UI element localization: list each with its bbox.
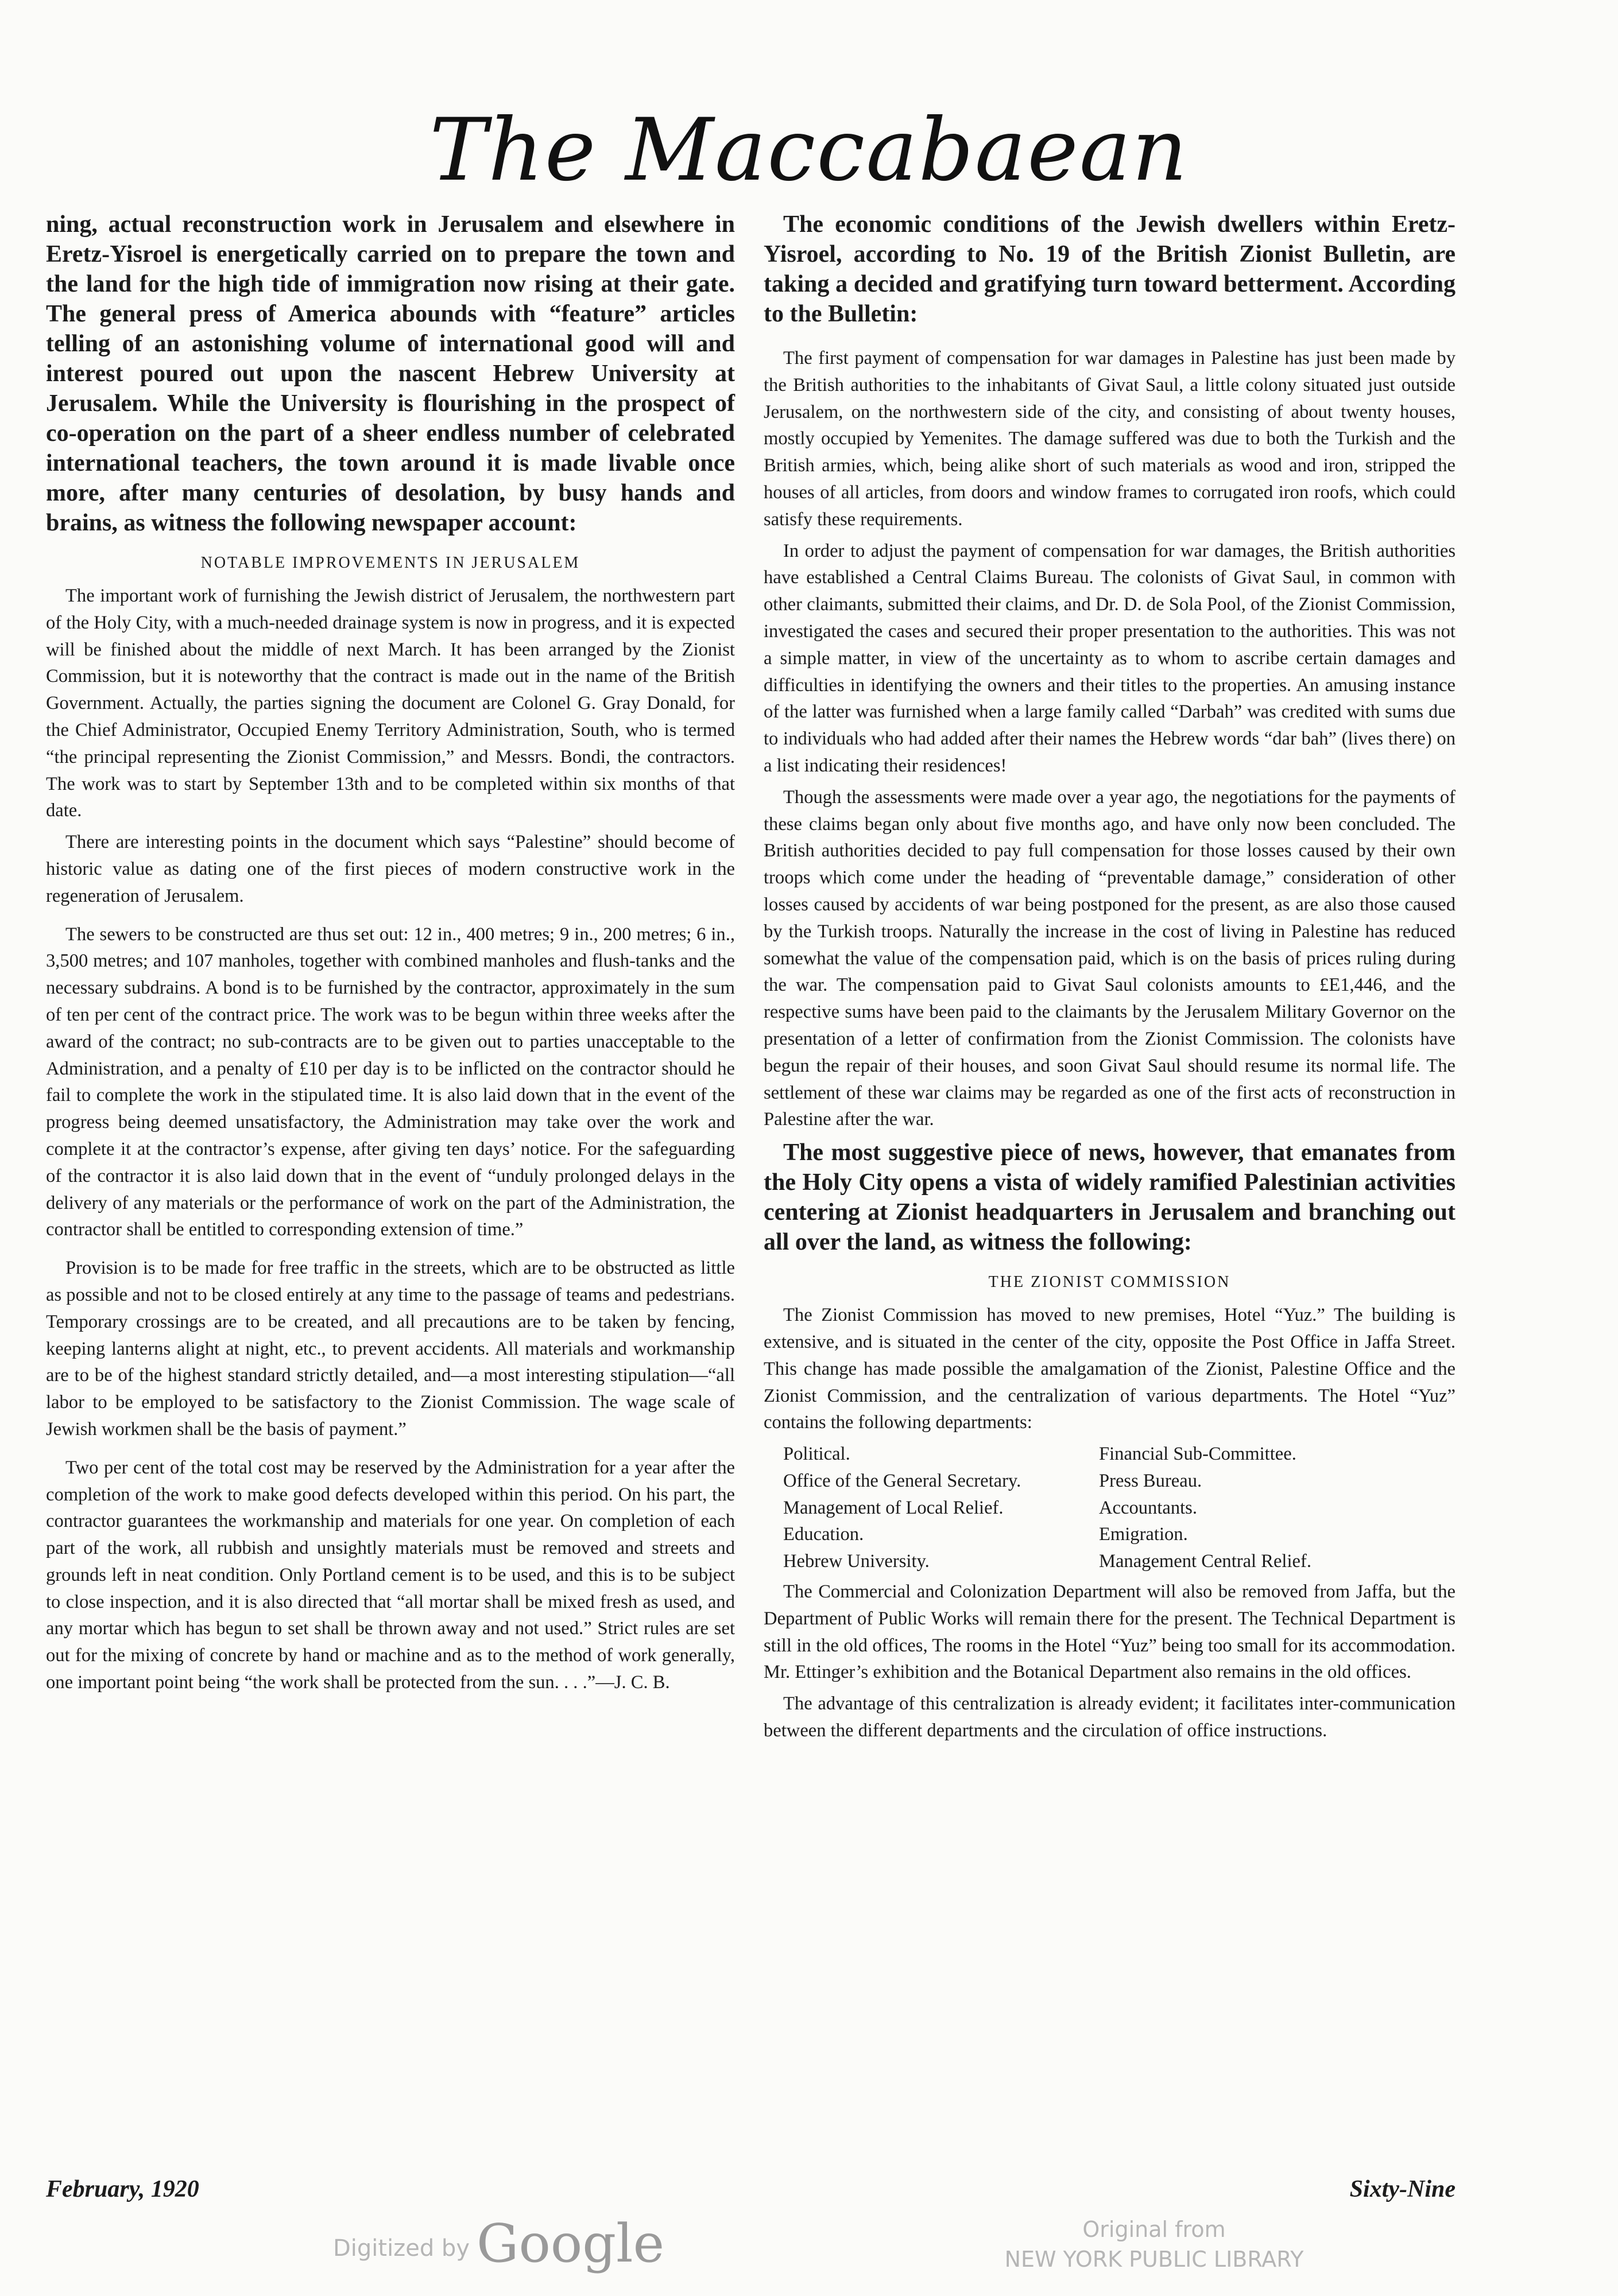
left-intro: ning, actual reconstruction work in Jerusalem and elsewhere in Eretz-Yisroel is energetically carried on to prepare the town and the land for the high tide of immigration now rising at their gate. The general press of America abounds with “feature” articles telling of an astonishing volume of international good will and interest poured out upon the nascent Hebrew University at Jerusalem. While the University is flourishing in the prospect of co-operation on the part of a sheer endless number of celebrated international teachers, the town around it is made livable once more, after many centuries of desolation, by busy hands and brains, as witness the following newspaper account: bbox=[46, 211, 735, 536]
body-paragraph: The Zionist Commission has moved to new premises, Hotel “Yuz.” The building is extensive, and is situated in the center of the city, opposite the Post Office in Jaffa Street. This change has made possible the amalgamation of the Zionist, Palestine Office and the Zionist Commission, and the centralization of various departments. The Hotel “Yuz” contains the following departments: bbox=[764, 1305, 1456, 1433]
body-paragraph: The important work of furnishing the Jewish district of Jerusalem, the northwestern part of the Holy City, with a much-needed drainage system is now in progress, and it is expected will be finished about the middle of next March. It has been arranged by the Zionist Commission, but it is noteworthy that the contract is made out in the name of the British Government. Actually, the parties signing the document are Colonel G. Gray Donald, for the Chief Administrator, Occupied Enemy Territory Administration, South, who is termed “the principal representing the Zionist Commission,” and Messrs. Bondi, the contractors. The work was to start by September 13th and to be completed within six months of that date. bbox=[46, 585, 735, 821]
departments-table bbox=[783, 1441, 1415, 1575]
body-paragraph: The Commercial and Colonization Department will also be removed from Jaffa, but the Department of Public Works will remain there for the present. The Technical Department is still in the old offices, The rooms in the Hotel “Yuz” being too small for its accommodation. Mr. Ettinger’s exhibition and the Botanical Department also remains in the old offices. bbox=[764, 1581, 1456, 1683]
department-item: Financial Sub-Committee. bbox=[1099, 1444, 1296, 1465]
right-column bbox=[764, 210, 1456, 1749]
google-logo: Google bbox=[477, 2213, 665, 2274]
table-row bbox=[783, 1495, 1415, 1522]
digitized-by-label: Digitized by bbox=[333, 2235, 470, 2262]
table-row bbox=[783, 1521, 1415, 1548]
table-row bbox=[783, 1468, 1415, 1495]
department-item: Management of Local Relief. bbox=[783, 1497, 1004, 1518]
library-name: NEW YORK PUBLIC LIBRARY bbox=[1004, 2247, 1304, 2272]
left-column bbox=[46, 210, 735, 1701]
department-item: Political. bbox=[783, 1444, 850, 1465]
department-item: Management Central Relief. bbox=[1099, 1551, 1311, 1572]
department-item: Press Bureau. bbox=[1099, 1470, 1202, 1491]
digitized-by-watermark bbox=[333, 2213, 664, 2274]
department-item: Office of the General Secretary. bbox=[783, 1470, 1021, 1491]
body-paragraph: There are interesting points in the document which says “Palestine” should become of historic value as dating one of the first pieces of modern constructive work in the regeneration of Jerusalem. bbox=[46, 832, 735, 906]
department-item: Hebrew University. bbox=[783, 1551, 930, 1572]
original-from-watermark bbox=[976, 2214, 1332, 2274]
page-number: Sixty-Nine bbox=[1349, 2176, 1456, 2202]
department-item: Emigration. bbox=[1099, 1524, 1188, 1545]
body-paragraph: The advantage of this centralization is already evident; it facilitates inter-communication between the different departments and the circulation of office instructions. bbox=[764, 1693, 1456, 1742]
department-item: Education. bbox=[783, 1524, 864, 1545]
right-intro-2: The most suggestive piece of news, however, that emanates from the Holy City opens a vista of widely ramified Palestinian activities centering at Zionist headquarters in Jerusalem and branching out all over the land, as witness the following: bbox=[764, 1139, 1456, 1256]
body-paragraph: The first payment of compensation for war damages in Palestine has just been made by the British authorities to the inhabitants of Givat Saul, a little colony situated just outside Jerusalem, on the northwestern side of the city, and consisting of about twenty houses, mostly occupied by Yemenites. The damage suffered was due to both the Turkish and the British armies, which, being alike short of such materials as wood and iron, stripped the houses of all articles, from doors and window frames to corrugated iron roofs, which could satisfy these requirements. bbox=[764, 348, 1456, 530]
body-paragraph: In order to adjust the payment of compensation for war damages, the British authorities have established a Central Claims Bureau. The colonists of Givat Saul, in common with other claimants, submitted their claims, and Dr. D. de Sola Pool, of the Zionist Commission, investigated the cases and secured their proper presentation to the authorities. This was not a simple matter, in view of the uncertainty as to whom to ascribe certain damages and difficulties in identifying the owners and their titles to the properties. An amusing instance of the latter was furnished when a large family called “Darbah” was credited with sums due to individuals who had added after their names the Hebrew words “dar bah” (lives there) on a list indicating their residences! bbox=[764, 540, 1456, 776]
department-item: Accountants. bbox=[1099, 1497, 1197, 1518]
right-intro: The economic conditions of the Jewish dwellers within Eretz-Yisroel, according to No. 19 of the British Zionist Bulletin, are taking a decided and gratifying turn toward betterment. According to the Bulletin: bbox=[764, 211, 1456, 327]
section-heading-zionist-commission: THE ZIONIST COMMISSION bbox=[988, 1273, 1231, 1292]
body-paragraph: Two per cent of the total cost may be reserved by the Administration for a year after the completion of the work to make good defects developed within this period. On his part, the contractor guarantees the workmanship and materials for one year. On completion of each part of the work, all rubbish and unsightly materials must be removed and streets and grounds left in neat condition. Only Portland cement is to be used, and this is to be subject to close inspection, and it is also directed that “all mortar shall be mixed fresh as used, and any mortar which has begun to set shall be thrown away and not used.” Strict rules are set out for the mixing of concrete by hand or machine and as to the method of work generally, one important point being “the work shall be protected from the sun. . . .”—J. C. B. bbox=[46, 1457, 735, 1693]
body-paragraph: Though the assessments were made over a year ago, the negotiations for the payments of these claims began only about five months ago, and have only now been concluded. The British authorities decided to pay full compensation for those losses caused by their own troops which come under the heading of “preventable damage,” consideration of other losses caused by accidents of war being postponed for the present, as are also those caused by the Turkish troops. Naturally the increase in the cost of living in Palestine has reduced somewhat the value of the compensation paid, which is on the basis of prices ruling during the war. The compensation paid to Givat Saul colonists amounts to £E1,446, and the respective sums have been paid to the claimants by the Jerusalem Military Governor on the presentation of a letter of confirmation from the Zionist Commission. The colonists have begun the repair of their houses, and soon Givat Saul should resume its normal life. The settlement of these war claims may be regarded as one of the first acts of reconstruction in Palestine after the war. bbox=[764, 786, 1456, 1130]
table-row bbox=[783, 1441, 1415, 1468]
issue-date: February, 1920 bbox=[46, 2176, 199, 2202]
table-row bbox=[783, 1548, 1415, 1575]
original-from-label: Original from bbox=[1082, 2217, 1226, 2242]
body-paragraph: Provision is to be made for free traffic in the streets, which are to be obstructed as little as possible and not to be closed entirely at any time to the passage of teams and pedestrians. Temporary crossings are to be created, and all precautions are to be taken by fencing, keeping lanterns alight at night, etc., to prevent accidents. All materials and workmanship are to be of the highest standard strictly detailed, and—a most interesting stipulation—“all labor to be employed to be satisfactory to the Zionist Commission. The wage scale of Jewish workmen shall be the basis of payment.” bbox=[46, 1258, 735, 1440]
body-paragraph: The sewers to be constructed are thus set out: 12 in., 400 metres; 9 in., 200 metres; 6 in., 3,500 metres; and 107 manholes, together with combined manholes and flush-tanks and the necessary subdrains. A bond is to be furnished by the contractor, approximately in the sum of ten per cent of the contract price. The work was to be begun within three weeks after the award of the contract; no sub-contracts are to be given out to parties unacceptable to the Administration, and a penalty of £10 per day is to be inflicted on the contractor should he fail to complete the work in the stipulated time. It is also laid down that in the event of the progress being deemed unsatisfactory, the Administration may take over the work and complete it at the contractor’s expense, after giving ten days’ notice. For the safeguarding of the contractor it is also laid down that in the event of “unduly prolonged delays in the delivery of any materials or the performance of work on the part of the Administration, the contractor shall be entitled to corresponding extension of time.” bbox=[46, 924, 735, 1240]
masthead-title: The Maccabaean bbox=[429, 100, 1189, 200]
section-heading-notable-improvements: NOTABLE IMPROVEMENTS IN JERUSALEM bbox=[200, 554, 580, 572]
